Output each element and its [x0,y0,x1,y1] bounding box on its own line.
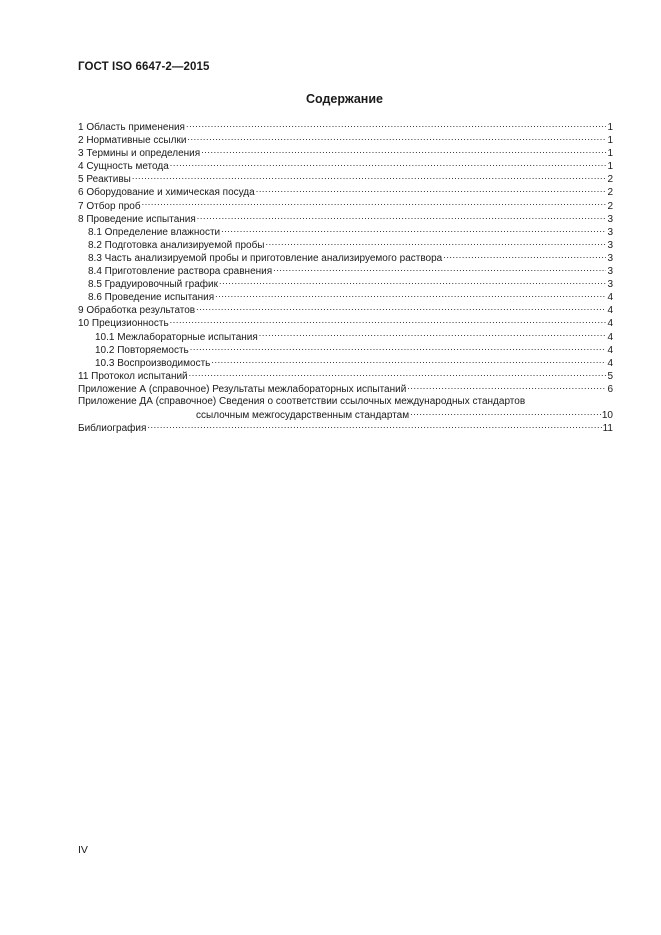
toc-entry[interactable] [78,316,613,329]
toc-entry-label: 8.4 Приготовление раствора сравнения [88,266,273,278]
toc-entry-label: 4 Сущность метода [78,161,169,173]
toc-entry-page: 5 [607,370,613,382]
toc-entry[interactable] [78,185,613,198]
toc-entry-page: 1 [607,122,613,133]
toc-entry-label: Приложение А (справочное) Результаты межлабораторных испытаний [78,383,407,395]
toc-entry-page: 3 [607,226,613,238]
toc-entry[interactable] [78,408,613,421]
toc-leader-dots [132,172,607,182]
toc-entry[interactable] [78,172,613,185]
toc-entry[interactable] [78,343,613,356]
toc-entry-page: 3 [607,239,613,251]
toc-leader-dots [170,316,607,326]
toc-entry[interactable] [78,421,613,434]
toc-leader-dots [201,146,606,156]
toc-entry-page: 1 [607,135,613,147]
toc-entry[interactable] [78,395,613,408]
toc-leader-dots [189,369,607,379]
toc-entry-label: 5 Реактивы [78,174,131,186]
toc-leader-dots [142,199,607,209]
toc-entry-label: 10.2 Повторяемость [95,344,189,356]
toc-entry[interactable] [78,199,613,212]
toc-entry-label: 8.1 Определение влажности [88,226,221,238]
toc-entry-label: 2 Нормативные ссылки [78,135,187,147]
toc-entry-label: 10.3 Воспроизводимость [95,357,211,369]
toc-leader-dots [265,238,606,248]
toc-entry[interactable] [78,382,613,395]
toc-entry-page: 10 [601,410,613,422]
toc-entry-label: Библиография [78,423,147,435]
toc-entry[interactable] [78,133,613,146]
toc-entry-label: 9 Обработка результатов [78,305,196,317]
document-code: ГОСТ ISO 6647-2—2015 [78,61,210,73]
toc-entry-label: 10 Прецизионность [78,318,169,330]
toc-leader-dots [410,408,601,418]
toc-entry-page: 2 [607,200,613,212]
toc-entry[interactable] [78,277,613,290]
toc-entry-label: 7 Отбор проб [78,200,141,212]
toc-entry[interactable] [78,212,613,225]
toc-entry-label: 1 Область применения [78,122,185,133]
toc-leader-dots [187,133,606,143]
toc-entry-page: 4 [607,331,613,343]
toc-entry-page: 4 [607,305,613,317]
toc-entry-page: 11 [602,423,613,435]
toc-entry-page: 4 [607,318,613,330]
toc-entry-label: 8.6 Проведение испытания [88,292,215,304]
toc-entry-label: ссылочным межгосударственным стандартам [196,410,410,422]
toc-entry-label: 11 Протокол испытаний [78,370,188,382]
toc-entry[interactable] [78,238,613,251]
toc-entry-label: 8.2 Подготовка анализируемой пробы [88,239,265,251]
toc-leader-dots [256,185,607,195]
toc-entry-label: 3 Термины и определения [78,148,201,160]
toc-entry-label: 8.5 Градуировочный график [88,279,218,291]
toc-leader-dots [147,421,601,431]
toc-entry-label: Приложение ДА (справочное) Сведения о соответствии ссылочных международных стандартов [78,395,526,407]
toc-entry-label: 8 Проведение испытания [78,213,196,225]
toc-leader-dots [407,382,606,392]
toc-entry[interactable] [78,290,613,303]
toc-entry[interactable] [78,303,613,316]
toc-entry[interactable] [78,146,613,159]
toc-entry-page: 4 [607,344,613,356]
toc-leader-dots [170,159,607,169]
page-title: Содержание [305,92,383,106]
toc-entry-page: 4 [607,292,613,304]
toc-entry[interactable] [78,225,613,238]
toc-entry-label: 8.3 Часть анализируемой пробы и приготовление анализируемого раствора [88,252,443,264]
toc-entry-page: 6 [607,383,613,395]
toc-entry-page: 1 [607,148,613,160]
toc-entry-page: 3 [607,266,613,278]
toc-leader-dots [221,225,606,235]
toc-entry[interactable] [78,369,613,382]
toc-entry[interactable] [78,356,613,369]
toc-entry-page: 4 [607,357,613,369]
toc-leader-dots [259,330,607,340]
toc-leader-dots [186,120,606,130]
toc-leader-dots [190,343,607,353]
toc-entry-label: 10.1 Межлабораторные испытания [95,331,258,343]
toc-entry-page: 2 [607,187,613,199]
toc-entry-page: 3 [607,279,613,291]
toc-entry[interactable] [78,264,613,277]
toc-leader-dots [273,264,606,274]
toc-entry-page: 3 [607,252,613,264]
table-of-contents [78,120,613,434]
page-number: IV [78,844,88,856]
toc-leader-dots [211,356,606,366]
toc-entry-label: 6 Оборудование и химическая посуда [78,187,255,199]
toc-leader-dots [196,303,606,313]
toc-entry[interactable] [78,159,613,172]
toc-entry-page: 3 [607,213,613,225]
toc-entry[interactable] [78,120,613,133]
toc-leader-dots [197,212,607,222]
toc-leader-dots [215,290,606,300]
toc-leader-dots [443,251,606,261]
toc-entry-page: 1 [607,161,613,173]
toc-leader-dots [219,277,606,287]
toc-entry-page: 2 [607,174,613,186]
toc-entry[interactable] [78,330,613,343]
toc-entry[interactable] [78,251,613,264]
